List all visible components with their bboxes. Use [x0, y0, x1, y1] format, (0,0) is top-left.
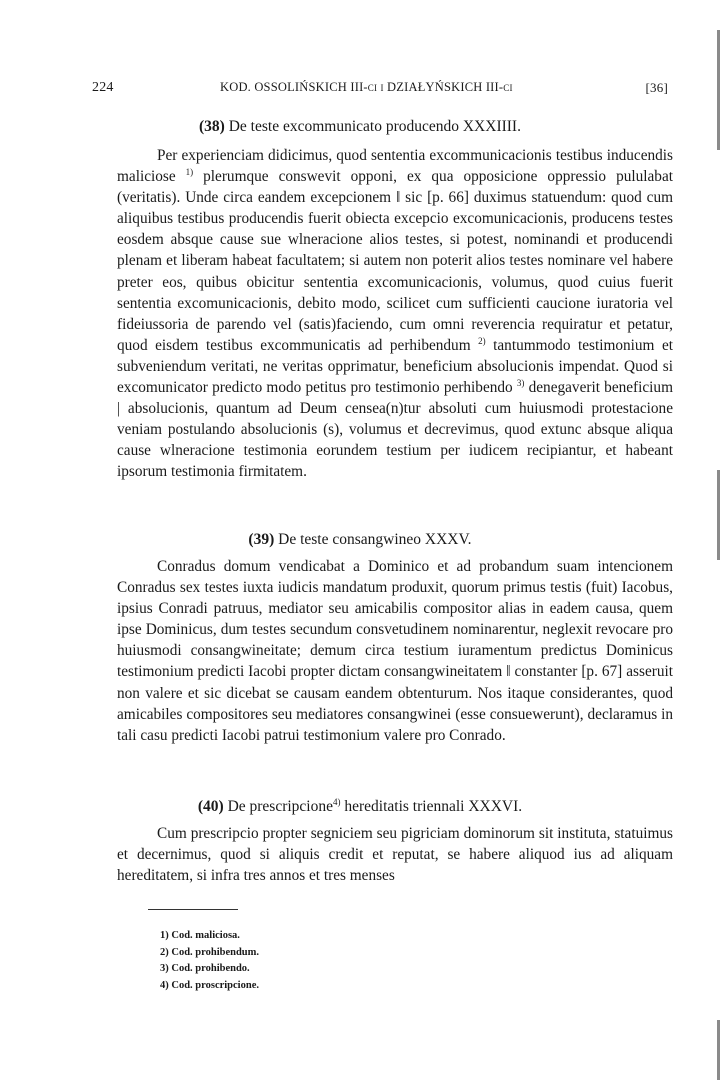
- footnote-ref: 3): [516, 377, 525, 388]
- paragraph-text: Conradus domum vendicabat a Dominico et ad probandum suam intencionem Conradus sex testes iuxta iudicis mandatum produxit, quorum primus testis (fuit) Iacobus, ipsius Conradi patruus, mediator seu amicabilis compositor alias in eadem causa, quem ipse Dominicus, dum testes secundum consvetudinem nominarentur, neglexit revocare pro huiusmodi consangwineitate; demum circa testium iuramentum predictus Dominicus testimonium predicti Iacobi propter dictam consangwineitatem ‖ constanter [p. 67] asseruit non valere et sic dicebat se causam eandem obtenturum. Nos itaque considerantes, quod amicabiles compositores seu mediatores consangwinei (esse consuewerunt), declaramus in tali casu predicti Iacobi patrui testimonium valere pro Conrado.: [117, 558, 673, 744]
- section-title: hereditatis triennali XXXVI.: [344, 798, 523, 815]
- section-number: (39): [248, 531, 275, 548]
- section-heading-39: [0, 530, 720, 550]
- running-head: [92, 78, 672, 100]
- footnote-mark: 3): [160, 963, 169, 974]
- footnote-ref: 2): [478, 335, 486, 346]
- section-number: (38): [199, 118, 225, 135]
- footnote-ref: 1): [185, 167, 194, 177]
- footnote-text: Cod. maliciosa.: [171, 930, 240, 941]
- section-title: De prescripcione: [227, 798, 333, 815]
- footnote-mark: 4): [160, 979, 169, 991]
- footnote: [160, 928, 460, 945]
- section-title: De teste consangwineo XXXV.: [278, 531, 472, 548]
- footnote: [160, 945, 460, 962]
- footnote: [160, 978, 460, 995]
- footnote-rule: [148, 909, 238, 910]
- section-heading-38: [0, 117, 720, 137]
- footnotes: [160, 928, 460, 994]
- section-number: (40): [197, 798, 224, 815]
- paragraph-text: tantummodo testimonium et subveniendum veritati, ne veritas opprimatur, beneficium absolucionis impendat. Quod si excomunicator predicto modo petitus pro testimonio perhibendo: [117, 336, 674, 397]
- section-paragraph-39: [117, 556, 673, 746]
- footnote-mark: 2): [160, 946, 169, 958]
- footnote-text: Cod. proscripcione.: [171, 979, 259, 991]
- paragraph-text: plerumque conswevit opponi, ex qua opposicione oppressio pululabat (veritatis). Unde circa eandem excepcionem ‖ sic [p. 66] duximus statuendum: quod cum aliquibus testibus producendis fuerit obiecta excepcio excomunicacionis, producens testes eosdem absque cause sue wlneracione alios testes, si potest, nominandi et producendi plenam et liberam habeat facultatem; si autem non poterit alios testes nominare vel habere preter eos, quibus obicitur sententia excomunicacionis, volumus, quod cuius fuerit sententia excomunicacionis, debito modo, scilicet cum sufficienti caucione iuratoria vel fideiussoria de parendo vel (satis)faciendo, cum omni reverencia requiratur et petatur, quod eisdem testibus excommunicatis ad perhibendum: [117, 168, 673, 354]
- footnote-text: Cod. prohibendum.: [171, 946, 260, 958]
- page-number: 224: [92, 80, 114, 95]
- running-title: KOD. OSSOLIŃSKICH III-ci i DZIAŁYŃSKICH III-ci: [220, 80, 513, 94]
- footnote: [160, 961, 460, 978]
- section-paragraph-40: [117, 823, 673, 886]
- folio-number: [36]: [645, 80, 668, 95]
- footnote-mark: 1): [160, 930, 169, 941]
- footnote-ref: 4): [333, 796, 341, 807]
- section-paragraph-38: [117, 145, 673, 483]
- paragraph-text: Cum prescripcio propter segniciem seu pigriciam dominorum sit instituta, statuimus et decernimus, quod si aliquis credit et reputat, se habere aliquod ius ad aliquam hereditatem, si infra tres annos et tres menses: [117, 825, 673, 885]
- footnote-text: Cod. prohibendo.: [171, 963, 250, 974]
- paragraph-text: denegaverit beneficium | absolucionis, quantum ad Deum censea(n)tur absoluti cum huiusmodi protestacione veniam postulando absolucionis (s), volumus et decrevimus, quod extunc absque aliqua cause wlneracione testimonia eorundem testium per iudicem recipiantur, et habeant ipsorum testimonia firmitatem.: [117, 379, 673, 481]
- section-title: De teste excommunicato producendo XXXIIII.: [228, 118, 521, 135]
- section-heading-40: [0, 797, 720, 817]
- paragraph-text: Per experienciam didicimus, quod sententia excommunicacionis testibus inducendis maliciose: [117, 147, 673, 186]
